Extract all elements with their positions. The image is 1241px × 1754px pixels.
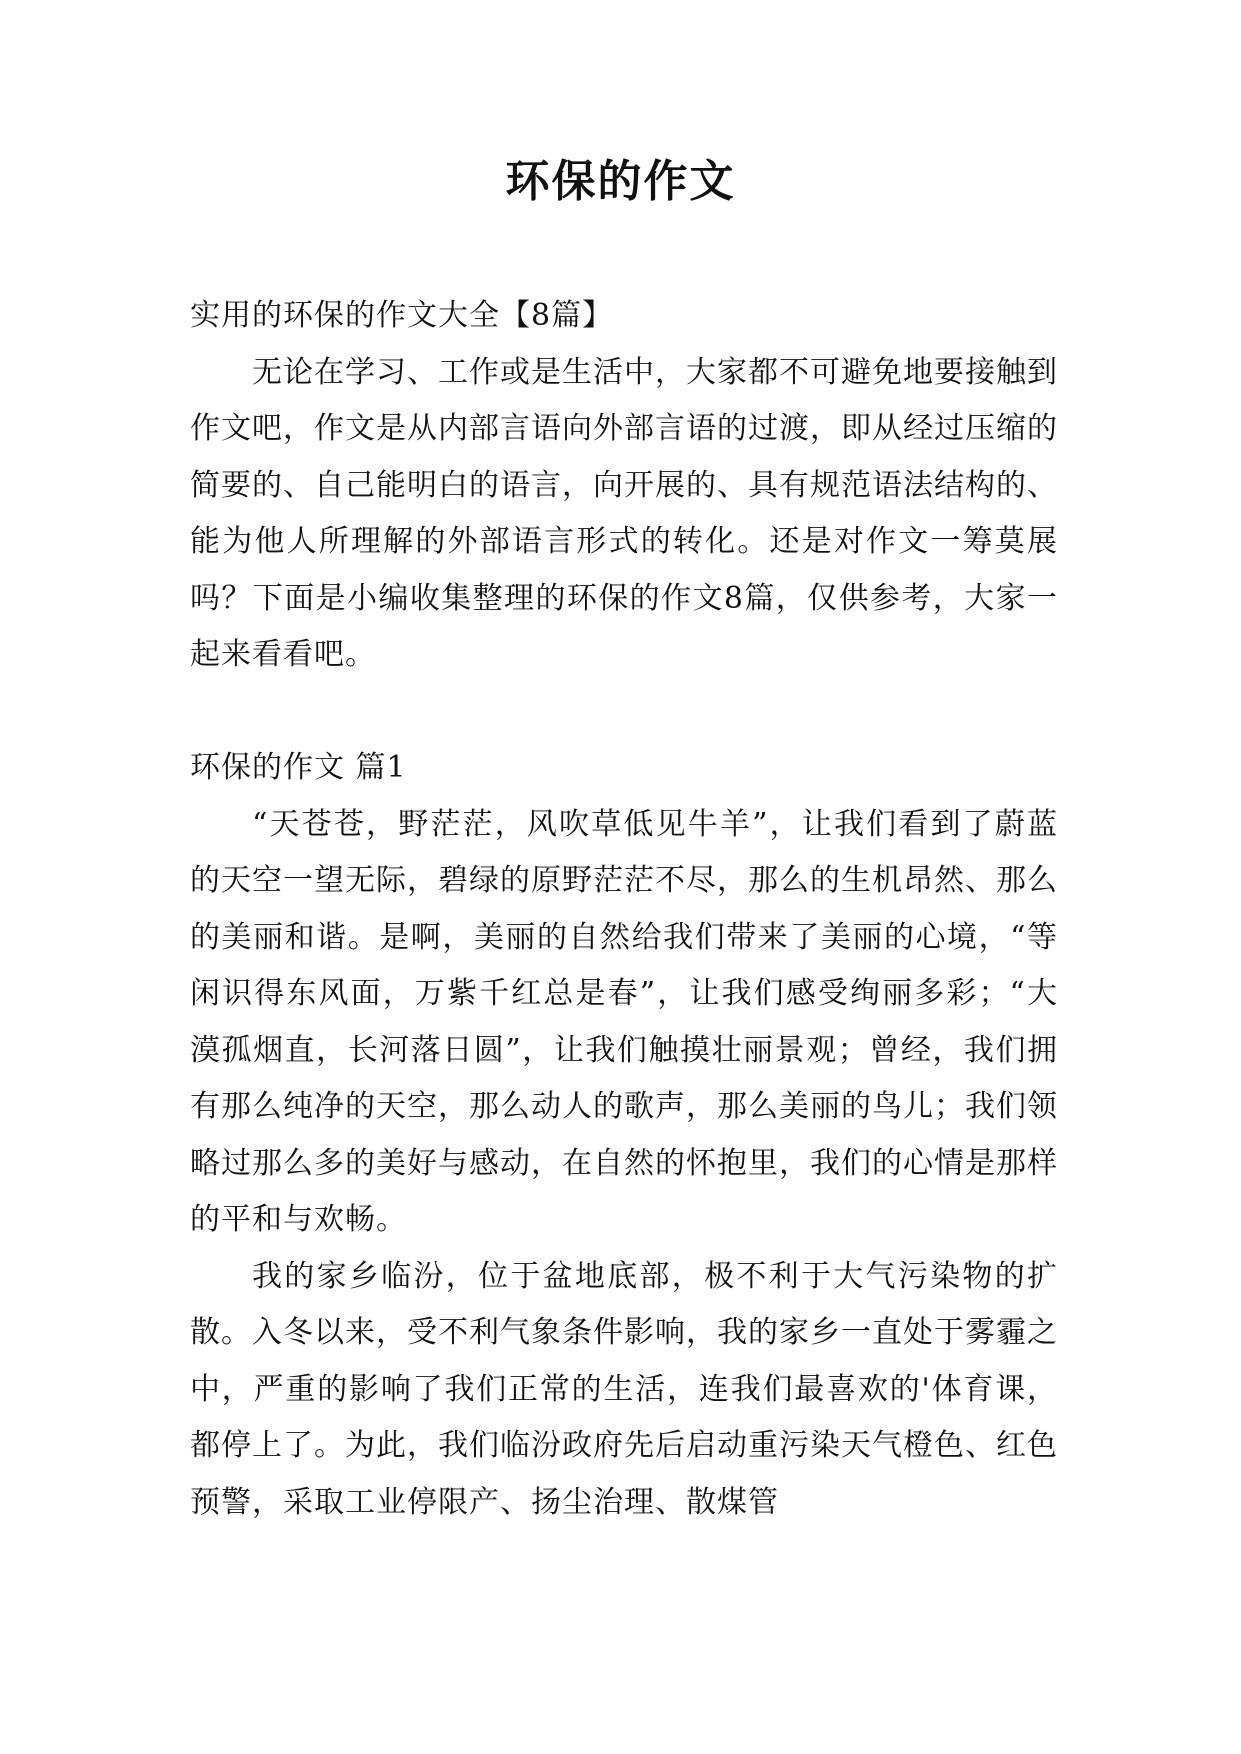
body-paragraph: 我的家乡临汾，位于盆地底部，极不利于大气污染物的扩散。入冬以来，受不利气象条件影响，我的家乡一直处于雾霾之中，严重的影响了我们正常的生活，连我们最喜欢的'体育课，都停上了。为此，我们临汾政府先后启动重污染天气橙色、红色预警，采取工业停限产、扬尘治理、散煤管 <box>190 1258 1058 1520</box>
body-paragraph: “天苍苍，野茫茫，风吹草低见牛羊”，让我们看到了蔚蓝的天空一望无际，碧绿的原野茫茫不尽，那么的生机昂然、那么的美丽和谐。是啊，美丽的自然给我们带来了美丽的心境，“等闲识得东风面，万紫千红总是春”，让我们感受绚丽多彩；“大漠孤烟直，长河落日圆”，让我们触摸壮丽景观；曾经，我们拥有那么纯净的天空，那么动人的歌声，那么美丽的鸟儿；我们领略过那么多的美好与感动，在自然的怀抱里，我们的心情是那样的平和与欢畅。 <box>190 806 1058 1237</box>
intro-paragraph: 无论在学习、工作或是生活中，大家都不可避免地要接触到作文吧，作文是从内部言语向外部言语的过渡，即从经过压缩的简要的、自己能明白的语言，向开展的、具有规范语法结构的、能为他人所理解的外部语言形式的转化。还是对作文一筹莫展吗？下面是小编收集整理的环保的作文8篇，仅供参考，大家一起来看看吧。 <box>190 354 1058 672</box>
document-body <box>190 288 1058 1531</box>
document-subtitle: 实用的环保的作文大全【8篇】 <box>190 298 614 333</box>
section-heading: 环保的作文 篇1 <box>190 750 407 785</box>
document-title: 环保的作文 <box>505 156 736 207</box>
